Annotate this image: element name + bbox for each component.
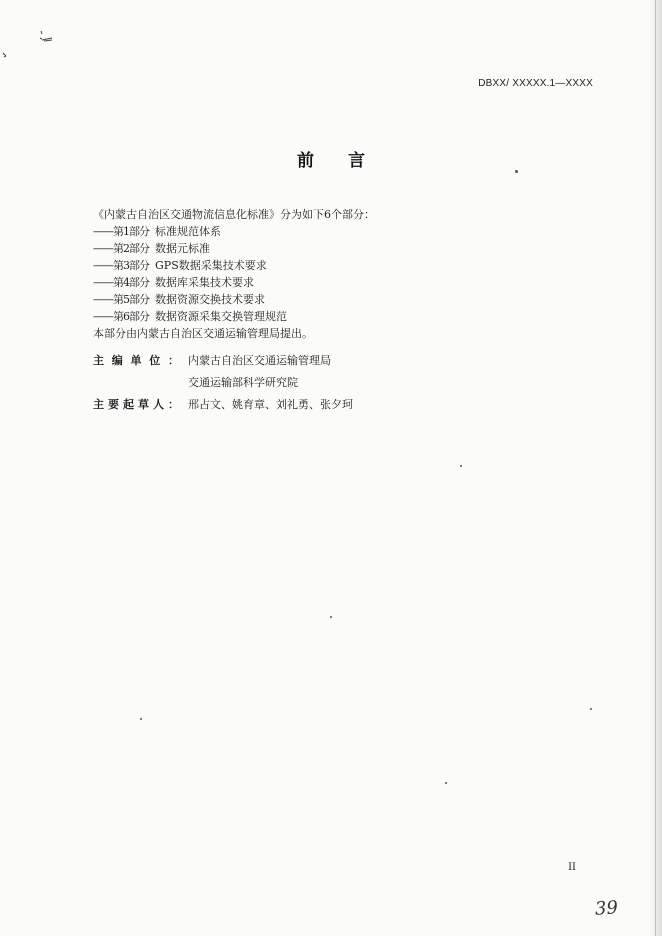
part-name: 标准规范体系: [155, 225, 221, 238]
intro-line: 《内蒙古自治区交通物流信息化标准》分为如下6个部分：: [93, 208, 375, 221]
editing-unit-value: 交通运输部科学研究院: [188, 376, 298, 389]
editing-unit-row-2: [93, 372, 353, 394]
page-number: II: [568, 862, 576, 873]
part-name: 数据资源采集交换管理规范: [155, 310, 287, 323]
part-name: 数据元标准: [155, 242, 210, 255]
foreword-body: [93, 206, 573, 342]
part-name: 数据库采集技术要求: [155, 276, 254, 289]
part-prefix: ——第5部分: [93, 293, 149, 306]
credits-block: [93, 350, 353, 416]
part-prefix: ——第3部分: [93, 259, 149, 272]
editing-unit-label: 主编单位：: [93, 354, 179, 367]
part-prefix: ——第4部分: [93, 276, 149, 289]
handwritten-page-number: 39: [594, 897, 619, 920]
part-item: [93, 257, 573, 274]
scan-speck-mark: [0, 0, 70, 70]
page-title: [0, 146, 662, 171]
drafters-value: 邢占文、姚育章、刘礼勇、张夕珂: [188, 398, 353, 411]
document-code: DBXX/ XXXXX.1—XXXX: [478, 78, 593, 89]
editing-unit-row: [93, 350, 353, 372]
part-name: 数据资源交换技术要求: [155, 293, 265, 306]
part-item: [93, 223, 573, 240]
part-item: [93, 308, 573, 325]
part-prefix: ——第2部分: [93, 242, 149, 255]
drafters-label: 主要起草人：: [93, 398, 179, 411]
part-prefix: ——第6部分: [93, 310, 149, 323]
part-item: [93, 291, 573, 308]
part-item: [93, 274, 573, 291]
scan-edge-line: [655, 0, 656, 936]
part-name: GPS数据采集技术要求: [155, 259, 267, 272]
proposer-line: 本部分由内蒙古自治区交通运输管理局提出。: [93, 327, 313, 340]
part-item: [93, 240, 573, 257]
title-char: 言: [348, 151, 365, 171]
drafters-row: [93, 394, 353, 416]
editing-unit-value: 内蒙古自治区交通运输管理局: [188, 354, 331, 367]
part-prefix: ——第1部分: [93, 225, 149, 238]
title-char: 前: [297, 151, 314, 171]
